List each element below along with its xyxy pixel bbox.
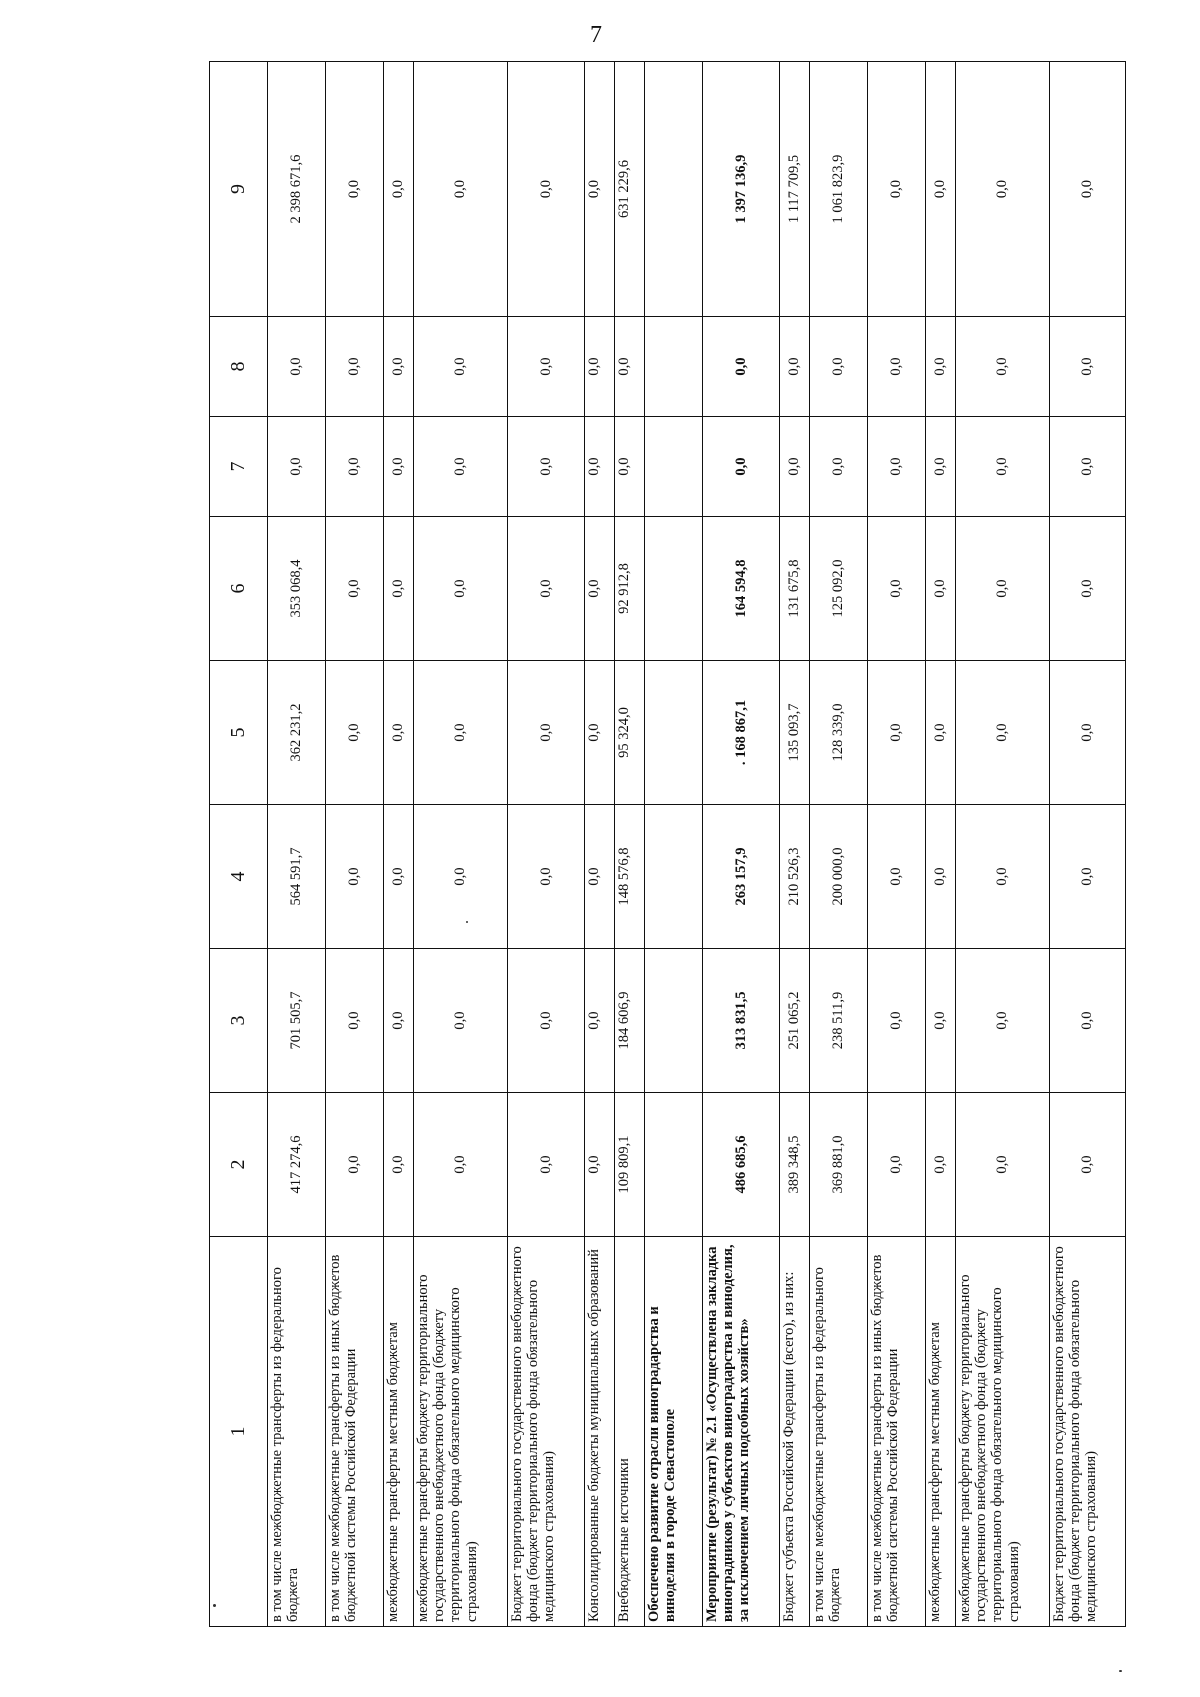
cell-col-9: 0,0 — [926, 62, 956, 317]
column-header-8: 8 — [210, 317, 268, 417]
table-row — [780, 62, 810, 1627]
row-label: Бюджет субъекта Российской Федерации (всего), из них: — [780, 1237, 810, 1627]
cell-col-6: 0,0 — [384, 517, 414, 661]
cell-col-9: 0,0 — [414, 62, 508, 317]
cell-col-8: 0,0 — [414, 317, 508, 417]
cell-col-2: 0,0 — [926, 1093, 956, 1237]
cell-col-7: 0,0 — [585, 417, 615, 517]
cell-col-7: 0,0 — [868, 417, 926, 517]
cell-col-9: 0,0 — [585, 62, 615, 317]
cell-col-9: 0,0 — [326, 62, 384, 317]
cell-col-6: 0,0 — [414, 517, 508, 661]
cell-col-8: 0,0 — [926, 317, 956, 417]
cell-col-7: 0,0 — [326, 417, 384, 517]
cell-col-3: 0,0 — [926, 949, 956, 1093]
cell-col-6: 0,0 — [326, 517, 384, 661]
column-header-6: 6 — [210, 517, 268, 661]
cell-col-4: 0,0 — [414, 805, 508, 949]
column-header-5: 5 — [210, 661, 268, 805]
cell-col-2: 0,0 — [956, 1093, 1050, 1237]
scan-speck — [1119, 1670, 1122, 1672]
cell-col-4: 0,0 — [508, 805, 585, 949]
cell-col-7: 0,0 — [810, 417, 868, 517]
cell-col-9: 1 397 136,9 — [703, 62, 780, 317]
cell-col-6: 353 068,4 — [268, 517, 326, 661]
cell-col-6: 0,0 — [868, 517, 926, 661]
cell-col-6: 164 594,8 — [703, 517, 780, 661]
cell-col-8: 0,0 — [585, 317, 615, 417]
cell-col-2: 486 685,6 — [703, 1093, 780, 1237]
cell-col-9 — [645, 62, 703, 317]
cell-col-7: 0,0 — [780, 417, 810, 517]
cell-col-7: 0,0 — [615, 417, 645, 517]
cell-col-4: 0,0 — [868, 805, 926, 949]
cell-col-5: . 168 867,1 — [703, 661, 780, 805]
cell-col-7: 0,0 — [703, 417, 780, 517]
cell-col-2: 0,0 — [414, 1093, 508, 1237]
table-row — [414, 62, 508, 1627]
cell-col-4: 0,0 — [956, 805, 1050, 949]
cell-col-5: 0,0 — [585, 661, 615, 805]
row-label: Обеспечено развитие отрасли виноградарства и виноделия в городе Севастополе — [645, 1237, 703, 1627]
cell-col-8: 0,0 — [508, 317, 585, 417]
cell-col-5: 0,0 — [384, 661, 414, 805]
cell-col-6: 0,0 — [1050, 517, 1126, 661]
table-row — [585, 62, 615, 1627]
cell-col-7: 0,0 — [414, 417, 508, 517]
header-row — [210, 62, 268, 1627]
cell-col-9: 1 117 709,5 — [780, 62, 810, 317]
table-row — [384, 62, 414, 1627]
cell-col-6 — [645, 517, 703, 661]
cell-col-2: 0,0 — [326, 1093, 384, 1237]
cell-col-4: 564 591,7 — [268, 805, 326, 949]
cell-col-9: 0,0 — [508, 62, 585, 317]
cell-col-6: 0,0 — [508, 517, 585, 661]
table-row — [868, 62, 926, 1627]
column-header-3: 3 — [210, 949, 268, 1093]
table-row — [1050, 62, 1126, 1627]
cell-col-9: 0,0 — [868, 62, 926, 317]
cell-col-4: 0,0 — [1050, 805, 1126, 949]
cell-col-2: 0,0 — [868, 1093, 926, 1237]
cell-col-4: 148 576,8 — [615, 805, 645, 949]
row-label: межбюджетные трансферты бюджету территориального государственного внебюджетного фонда (бюджету территориального фонда обязательного медицинского страхования) — [414, 1237, 508, 1627]
row-label: в том числе межбюджетные трансферты из федерального бюджета — [810, 1237, 868, 1627]
cell-col-4: 210 526,3 — [780, 805, 810, 949]
column-header-4: 4 — [210, 805, 268, 949]
cell-col-6: 131 675,8 — [780, 517, 810, 661]
cell-col-5: 0,0 — [508, 661, 585, 805]
cell-col-5: 0,0 — [956, 661, 1050, 805]
table-row — [926, 62, 956, 1627]
cell-col-8: 0,0 — [703, 317, 780, 417]
cell-col-3: 0,0 — [1050, 949, 1126, 1093]
row-label: межбюджетные трансферты местным бюджетам — [384, 1237, 414, 1627]
row-label: Мероприятие (результат) № 2.1 «Осуществлена закладка виноградников у субъектов виноградарства и виноделия, за исключением личных подсобных хозяйств» — [703, 1237, 780, 1627]
cell-col-4: 200 000,0 — [810, 805, 868, 949]
cell-col-7 — [645, 417, 703, 517]
table-body — [268, 62, 1126, 1627]
cell-col-9: 0,0 — [956, 62, 1050, 317]
cell-col-3: 313 831,5 — [703, 949, 780, 1093]
cell-col-4: 0,0 — [384, 805, 414, 949]
column-header-9: 9 — [210, 62, 268, 317]
cell-col-8: 0,0 — [868, 317, 926, 417]
cell-col-2: 417 274,6 — [268, 1093, 326, 1237]
cell-col-7: 0,0 — [384, 417, 414, 517]
cell-col-3: 0,0 — [384, 949, 414, 1093]
cell-col-3: 184 606,9 — [615, 949, 645, 1093]
column-header-2: 2 — [210, 1093, 268, 1237]
cell-col-2: 0,0 — [384, 1093, 414, 1237]
row-label: в том числе межбюджетные трансферты из иных бюджетов бюджетной системы Российской Федерации — [868, 1237, 926, 1627]
cell-col-5 — [645, 661, 703, 805]
cell-col-6: 0,0 — [585, 517, 615, 661]
cell-col-8 — [645, 317, 703, 417]
cell-col-5: 128 339,0 — [810, 661, 868, 805]
cell-col-5: 0,0 — [414, 661, 508, 805]
row-label: Бюджет территориального государственного внебюджетного фонда (бюджет территориального фонда обязательного медицинского страхования) — [508, 1237, 585, 1627]
row-label: межбюджетные трансферты местным бюджетам — [926, 1237, 956, 1627]
cell-col-3: 0,0 — [508, 949, 585, 1093]
cell-col-8: 0,0 — [326, 317, 384, 417]
cell-col-3: 0,0 — [956, 949, 1050, 1093]
cell-col-2: 369 881,0 — [810, 1093, 868, 1237]
row-label: Консолидированные бюджеты муниципальных образований — [585, 1237, 615, 1627]
cell-col-7: 0,0 — [268, 417, 326, 517]
cell-col-9: 0,0 — [384, 62, 414, 317]
table-row — [615, 62, 645, 1627]
cell-col-7: 0,0 — [926, 417, 956, 517]
row-label: Бюджет территориального государственного внебюджетного фонда (бюджет территориального фонда обязательного медицинского страхования) — [1050, 1237, 1126, 1627]
table-row — [956, 62, 1050, 1627]
cell-col-2: 0,0 — [508, 1093, 585, 1237]
cell-col-3: 0,0 — [585, 949, 615, 1093]
row-label: Внебюджетные источники — [615, 1237, 645, 1627]
row-label: в том числе межбюджетные трансферты из иных бюджетов бюджетной системы Российской Федерации — [326, 1237, 384, 1627]
cell-col-6: 0,0 — [956, 517, 1050, 661]
cell-col-5: 135 093,7 — [780, 661, 810, 805]
cell-col-2: 0,0 — [1050, 1093, 1126, 1237]
cell-col-2 — [645, 1093, 703, 1237]
table-row — [268, 62, 326, 1627]
rotated-table-container — [209, 62, 1100, 1627]
cell-col-8: 0,0 — [615, 317, 645, 417]
table-row — [326, 62, 384, 1627]
cell-col-5: 0,0 — [868, 661, 926, 805]
cell-col-2: 389 348,5 — [780, 1093, 810, 1237]
cell-col-2: 109 809,1 — [615, 1093, 645, 1237]
cell-col-8: 0,0 — [268, 317, 326, 417]
row-label: межбюджетные трансферты бюджету территориального государственного внебюджетного фонда (бюджету территориального фонда обязательного медицинского страхования) — [956, 1237, 1050, 1627]
cell-col-7: 0,0 — [1050, 417, 1126, 517]
cell-col-4 — [645, 805, 703, 949]
cell-col-9: 631 229,6 — [615, 62, 645, 317]
budget-table — [209, 61, 1126, 1627]
cell-col-8: 0,0 — [1050, 317, 1126, 417]
cell-col-5: 0,0 — [326, 661, 384, 805]
column-header-1: 1 — [210, 1237, 268, 1627]
table-row — [645, 62, 703, 1627]
page-number: 7 — [590, 22, 602, 48]
cell-col-5: 362 231,2 — [268, 661, 326, 805]
cell-col-6: 125 092,0 — [810, 517, 868, 661]
cell-col-3: 0,0 — [326, 949, 384, 1093]
cell-col-5: 95 324,0 — [615, 661, 645, 805]
table-row — [810, 62, 868, 1627]
cell-col-4: 0,0 — [585, 805, 615, 949]
cell-col-5: 0,0 — [1050, 661, 1126, 805]
table-row — [703, 62, 780, 1627]
cell-col-7: 0,0 — [508, 417, 585, 517]
cell-col-9: 2 398 671,6 — [268, 62, 326, 317]
cell-col-3: 251 065,2 — [780, 949, 810, 1093]
table-row — [508, 62, 585, 1627]
cell-col-9: 0,0 — [1050, 62, 1126, 317]
column-header-7: 7 — [210, 417, 268, 517]
cell-col-2: 0,0 — [585, 1093, 615, 1237]
cell-col-8: 0,0 — [384, 317, 414, 417]
cell-col-4: 0,0 — [326, 805, 384, 949]
cell-col-4: 0,0 — [926, 805, 956, 949]
cell-col-4: 263 157,9 — [703, 805, 780, 949]
cell-col-3: 0,0 — [868, 949, 926, 1093]
cell-col-6: 92 912,8 — [615, 517, 645, 661]
cell-col-8: 0,0 — [810, 317, 868, 417]
cell-col-3: 238 511,9 — [810, 949, 868, 1093]
cell-col-9: 1 061 823,9 — [810, 62, 868, 317]
cell-col-3: 0,0 — [414, 949, 508, 1093]
cell-col-5: 0,0 — [926, 661, 956, 805]
cell-col-6: 0,0 — [926, 517, 956, 661]
cell-col-8: 0,0 — [780, 317, 810, 417]
cell-col-7: 0,0 — [956, 417, 1050, 517]
cell-col-3 — [645, 949, 703, 1093]
cell-col-3: 701 505,7 — [268, 949, 326, 1093]
row-label: в том числе межбюджетные трансферты из федерального бюджета — [268, 1237, 326, 1627]
cell-col-8: 0,0 — [956, 317, 1050, 417]
